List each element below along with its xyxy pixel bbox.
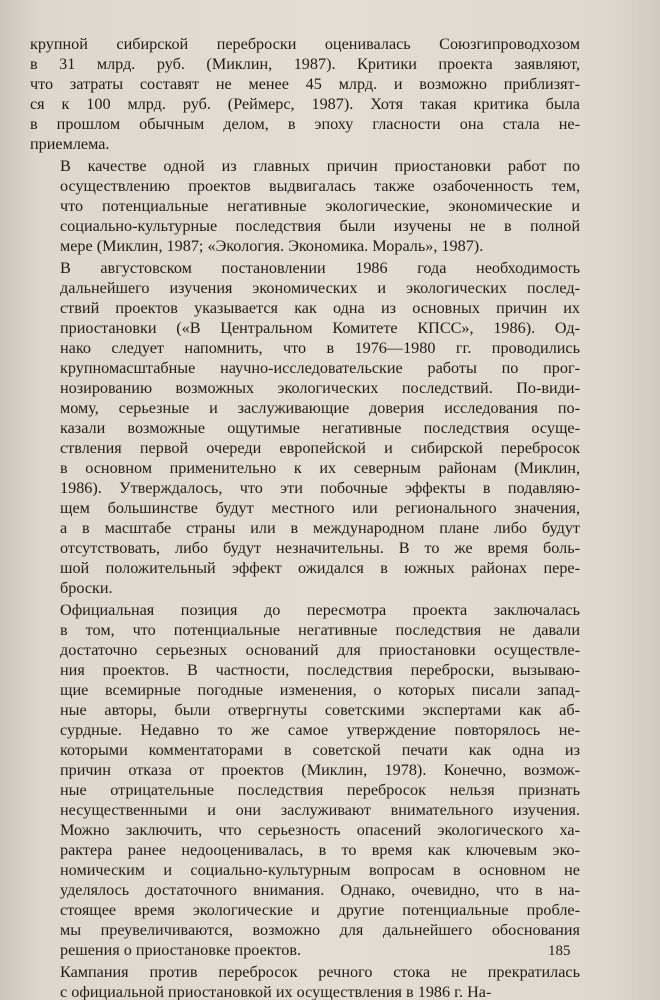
text-line: щем большинстве будут местного или регионального значения, xyxy=(60,499,580,517)
text-line: с официальной приостановкой их осуществления в 1986 г. На- xyxy=(60,983,492,1000)
text-line: рактера ранее недооценивалась, в то время как ключевым эко- xyxy=(60,841,580,859)
text-line: В качестве одной из главных причин приостановки работ по xyxy=(60,157,580,175)
text-line: Официальная позиция до пересмотра проекта заключалась xyxy=(60,601,580,619)
text-line: мере (Миклин, 1987; «Экология. Экономика. Мораль», 1987). xyxy=(60,237,484,255)
text-line: причин отказа от проектов (Миклин, 1978). Конечно, возмож- xyxy=(60,761,580,779)
text-line: нако следует напомнить, что в 1976—1980 гг. проводились xyxy=(60,339,580,357)
text-line: в основном применительно к их северным районам (Миклин, xyxy=(60,459,580,477)
text-line: уделялось достаточного внимания. Однако, очевидно, что в на- xyxy=(60,881,580,899)
text-line: что потенциальные негативные экологические, экономические и xyxy=(60,197,580,215)
text-line: крупномасштабные научно-исследовательские работы по прог- xyxy=(60,359,580,377)
text-line: ствий проектов указывается как одна из основных причин их xyxy=(60,299,580,317)
text-line: в 31 млрд. руб. (Миклин, 1987). Критики проекта заявляют, xyxy=(30,55,580,73)
text-line: несущественными и они заслуживают внимательного изучения. xyxy=(60,801,580,819)
paragraph xyxy=(30,962,580,1000)
text-line: которыми комментаторами в советской печати как одна из xyxy=(60,741,580,759)
text-line: ся к 100 млрд. руб. (Реймерс, 1987). Хотя такая критика была xyxy=(30,95,580,113)
text-line: нозированию возможных экологических последствий. По-види- xyxy=(60,379,580,397)
text-line: шой положительный эффект ожидался в южных районах пере- xyxy=(60,559,580,577)
text-line: 1986). Утверждалось, что эти побочные эффекты в подавляю- xyxy=(60,479,580,497)
text-line: приемлема. xyxy=(30,135,110,153)
text-line: дальнейшего изучения экономических и экологических послед- xyxy=(60,279,580,297)
text-line: ствления первой очереди европейской и сибирской перебросок xyxy=(60,439,580,457)
text-line: номическим и социально-культурным вопросам в основном не xyxy=(60,861,580,879)
text-line: крупной сибирской переброски оценивалась Союзгипроводхозом xyxy=(30,35,580,53)
text-line: что затраты составят не менее 45 млрд. и возможно приблизят- xyxy=(30,75,580,93)
text-line: мому, серьезные и заслуживающие доверия исследования по- xyxy=(60,399,580,417)
text-line: Кампания против перебросок речного стока не прекратилась xyxy=(60,963,580,981)
text-line: социально-культурные последствия были изучены не в полной xyxy=(60,217,580,235)
text-line: щие всемирные погодные изменения, о которых писали запад- xyxy=(60,681,580,699)
paragraph xyxy=(30,34,580,154)
paragraph xyxy=(30,156,580,256)
text-line: а в масштабе страны или в международном плане либо будут xyxy=(60,519,580,537)
text-line: ные авторы, были отвергнуты советскими экспертами как аб- xyxy=(60,701,580,719)
text-line: решения о приостановке проектов. xyxy=(60,941,302,959)
paragraph xyxy=(30,258,580,598)
body-text xyxy=(30,34,580,1000)
text-line: отсутствовать, либо будут незначительны. В то же время боль- xyxy=(60,539,580,557)
text-line: в том, что потенциальные негативные последствия не давали xyxy=(60,621,580,639)
text-line: В августовском постановлении 1986 года необходимость xyxy=(60,259,580,277)
text-line: ния проектов. В частности, последствия переброски, вызываю- xyxy=(60,661,580,679)
text-line: мы преувеличиваются, возможно для дальнейшего обоснования xyxy=(60,921,580,939)
text-line: сурдные. Недавно то же самое утверждение повторялось не- xyxy=(60,721,580,739)
text-line: достаточно серьезных оснований для приостановки осуществле- xyxy=(60,641,580,659)
page-number: 185 xyxy=(548,943,571,959)
text-line: казали возможные ощутимые негативные последствия осуще- xyxy=(60,419,580,437)
text-line: броски. xyxy=(60,579,113,597)
text-line: стоящее время экологические и другие потенциальные пробле- xyxy=(60,901,580,919)
paragraph xyxy=(30,600,580,960)
text-line: осуществлению проектов выдвигалась также озабоченность тем, xyxy=(60,177,580,195)
text-line: в прошлом обычным делом, в эпоху гласности она стала не- xyxy=(30,115,580,133)
text-line: приостановки («В Центральном Комитете КПСС», 1986). Од- xyxy=(60,319,580,337)
text-line: Можно заключить, что серьезность опасений экологического ха- xyxy=(60,821,580,839)
text-line: ные отрицательные последствия перебросок нельзя признать xyxy=(60,781,580,799)
